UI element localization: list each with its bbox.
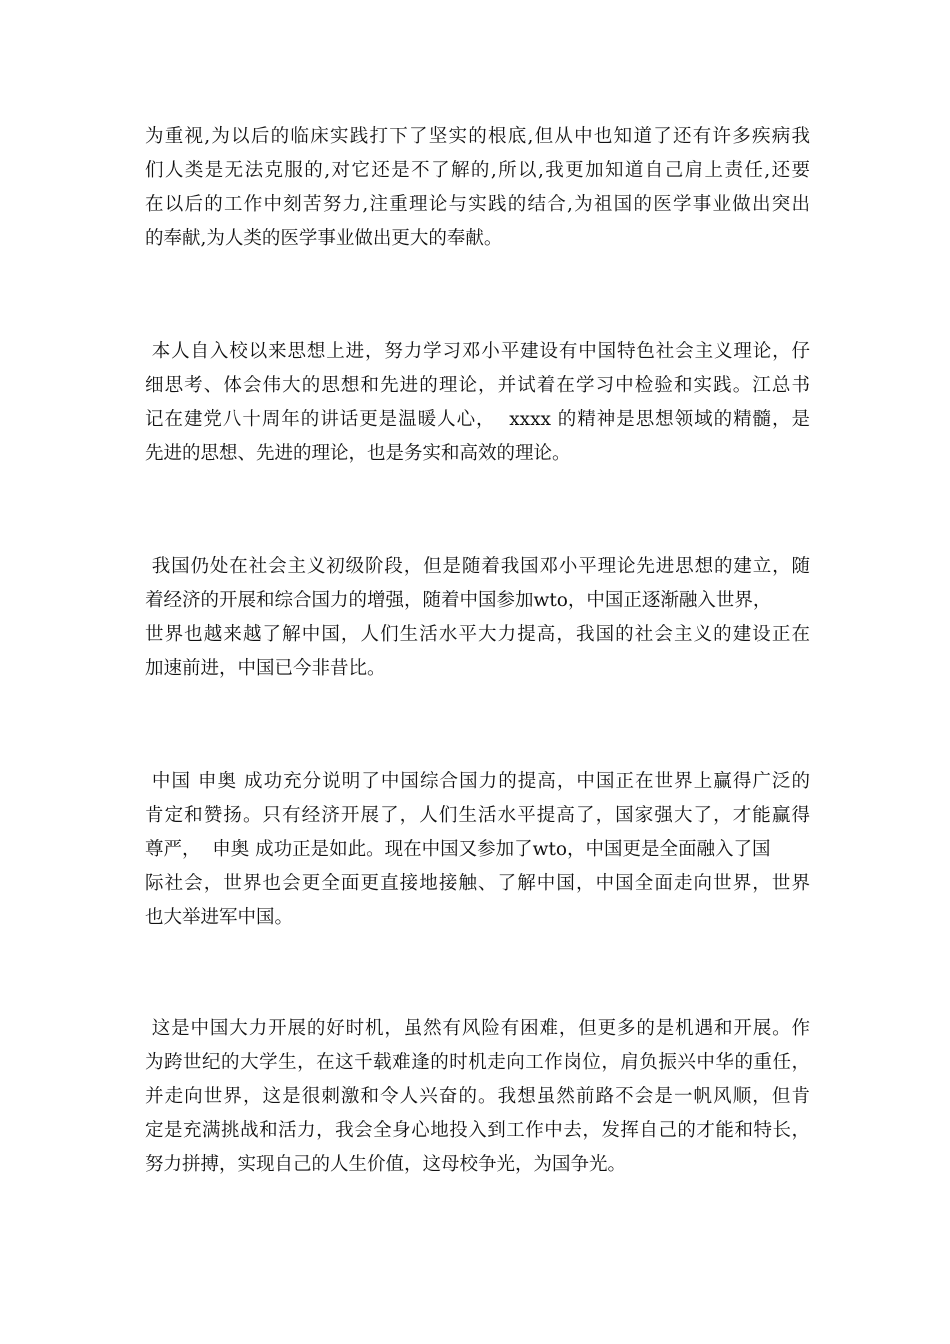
text-line: 努力拼搏，实现自己的人生价值，这母校争光，为国争光。 [145,1154,627,1175]
text-line: 为重视,为以后的临床实践打下了坚实的根底,但从中也知道了还有许多疾病我 [145,126,810,147]
text-line: 并走向世界，这是很刺激和令人兴奋的。我想虽然前路不会是一帆风顺，但肯 [145,1086,810,1107]
text-line: 们人类是无法克服的,对它还是不了解的,所以,我更加知道自己肩上责任,还要 [145,160,810,181]
paragraph-4 [145,765,810,935]
text-line: 记在建党八十周年的讲话更是温暖人心， xxxx 的精神是思想领域的精髓，是 [145,409,810,430]
text-line: 世界也越来越了解中国，人们生活水平大力提高，我国的社会主义的建设正在 [145,624,810,645]
text-line: 定是充满挑战和活力，我会全身心地投入到工作中去，发挥自己的才能和特长， [145,1120,810,1141]
text-line: 际社会，世界也会更全面更直接地接触、了解中国，中国全面走向世界，世界 [145,873,810,894]
text-line: 在以后的工作中刻苦努力,注重理论与实践的结合,为祖国的医学事业做出突出 [145,194,810,215]
paragraph-3 [145,550,810,686]
text-line: 肯定和赞扬。只有经济开展了，人们生活水平提高了，国家强大了，才能赢得 [145,805,810,826]
paragraph-1 [145,120,810,256]
text-line: 着经济的开展和综合国力的增强，随着中国参加wto，中国正逐渐融入世界， [145,590,772,611]
text-line: 加速前进，中国已今非昔比。 [145,658,386,679]
paragraph-5 [145,1012,810,1182]
text-line: 也大举进军中国。 [145,907,294,928]
text-line: 这是中国大力开展的好时机，虽然有风险有困难，但更多的是机遇和开展。作 [145,1018,810,1039]
text-line: 细思考、体会伟大的思想和先进的理论，并试着在学习中检验和实践。江总书 [145,375,810,396]
text-line: 我国仍处在社会主义初级阶段，但是随着我国邓小平理论先进思想的建立，随 [145,556,810,577]
text-line: 本人自入校以来思想上进，努力学习邓小平建设有中国特色社会主义理论，仔 [145,341,810,362]
text-line: 的奉献,为人类的医学事业做出更大的奉献。 [145,228,503,249]
text-line: 尊严， 申奥 成功正是如此。现在中国又参加了wto，中国更是全面融入了国 [145,839,771,860]
text-line: 为跨世纪的大学生，在这千载难逢的时机走向工作岗位，肩负振兴中华的重任， [145,1052,810,1073]
text-line: 先进的思想、先进的理论，也是务实和高效的理论。 [145,443,571,464]
paragraph-2 [145,335,810,471]
text-line: 中国 申奥 成功充分说明了中国综合国力的提高，中国正在世界上赢得广泛的 [145,771,810,792]
